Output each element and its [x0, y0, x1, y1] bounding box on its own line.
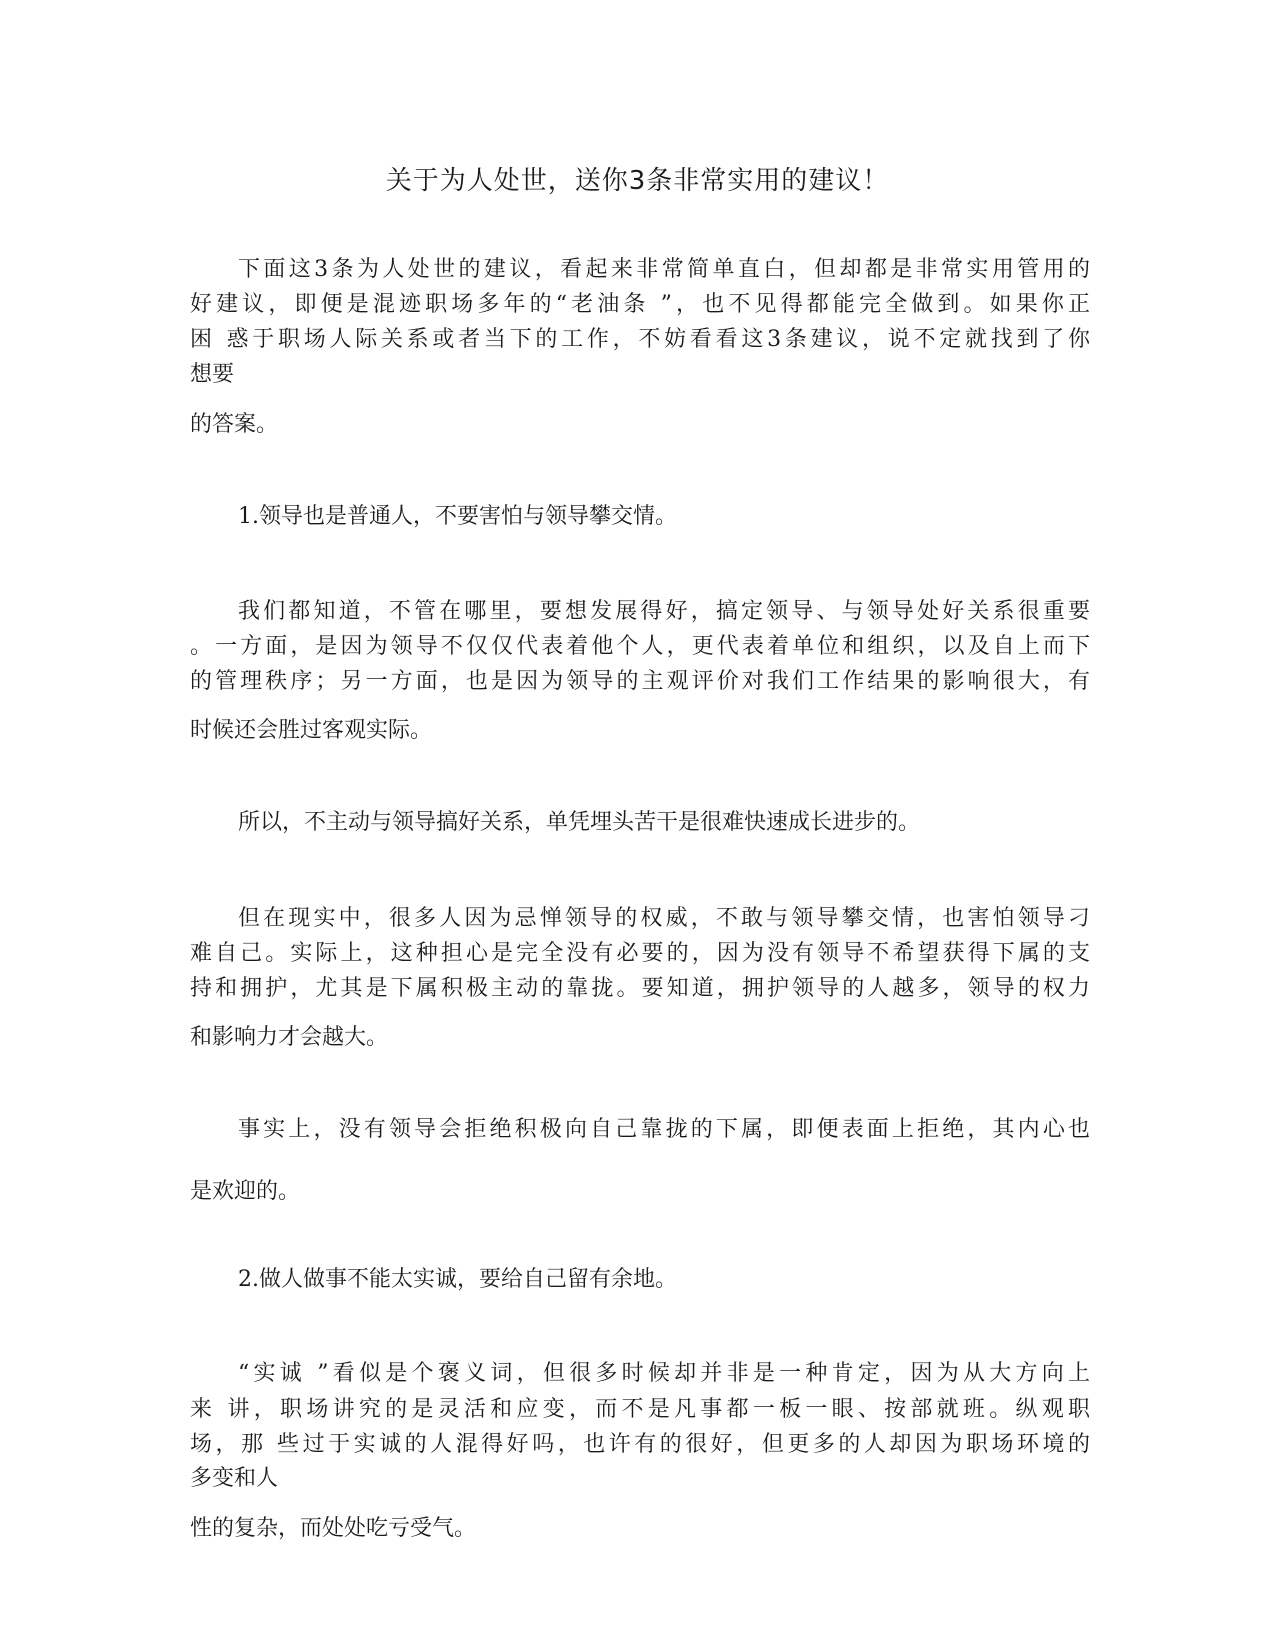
para5-line-2: 来 讲，职场讲究的是灵活和应变，而不是凡事都一板一眼、按部就班。纵观职: [190, 1397, 1090, 1422]
para4-line-1: 事实上，没有领导会拒绝积极向自己靠拢的下属，即便表面上拒绝，其内心也: [238, 1117, 1090, 1142]
para5-line-1: “实诚 ”看似是个褒义词，但很多时候却并非是一种肯定，因为从大方向上: [238, 1361, 1090, 1386]
intro-line-1: 下面这3条为人处世的建议，看起来非常简单直白，但却都是非常实用管用的: [238, 257, 1090, 282]
para1-line-4: 时候还会胜过客观实际。: [190, 718, 433, 743]
intro-line-2: 好建议，即便是混迹职场多年的“老油条 ”，也不见得都能完全做到。如果你正: [190, 292, 1090, 317]
intro-line-4: 想要: [190, 362, 235, 387]
para3-line-2: 难自己。实际上，这种担心是完全没有必要的，因为没有领导不希望获得下属的支: [190, 941, 1090, 966]
para1-line-3: 的管理秩序；另一方面，也是因为领导的主观评价对我们工作结果的影响很大，有: [190, 669, 1090, 694]
para5-line-4: 多变和人: [190, 1466, 279, 1491]
para4-line-2: 是欢迎的。: [190, 1179, 301, 1204]
para1-line-2: 。一方面，是因为领导不仅仅代表着他个人，更代表着单位和组织，以及自上而下: [190, 634, 1090, 659]
section-heading-2: 2.做人做事不能太实诚，要给自己留有余地。: [238, 1267, 677, 1292]
para3-line-1: 但在现实中，很多人因为忌惮领导的权威，不敢与领导攀交情，也害怕领导刁: [238, 906, 1090, 931]
para3-line-3: 持和拥护，尤其是下属积极主动的靠拢。要知道，拥护领导的人越多，领导的权力: [190, 976, 1090, 1001]
para1-line-1: 我们都知道，不管在哪里，要想发展得好，搞定领导、与领导处好关系很重要: [238, 599, 1090, 624]
para2-line-1: 所以，不主动与领导搞好关系，单凭埋头苦干是很难快速成长进步的。: [238, 810, 921, 835]
document-title: 关于为人处世，送你3条非常实用的建议！: [385, 166, 890, 196]
para3-line-4: 和影响力才会越大。: [190, 1025, 389, 1050]
para5-line-3: 场，那 些过于实诚的人混得好吗，也许有的很好，但更多的人却因为职场环境的: [190, 1432, 1090, 1457]
para5-line-5: 性的复杂，而处处吃亏受气。: [190, 1516, 477, 1541]
section-heading-1: 1.领导也是普通人，不要害怕与领导攀交情。: [238, 504, 677, 529]
intro-line-5: 的答案。: [190, 412, 279, 437]
intro-line-3: 困 惑于职场人际关系或者当下的工作，不妨看看这3条建议，说不定就找到了你: [190, 327, 1090, 352]
